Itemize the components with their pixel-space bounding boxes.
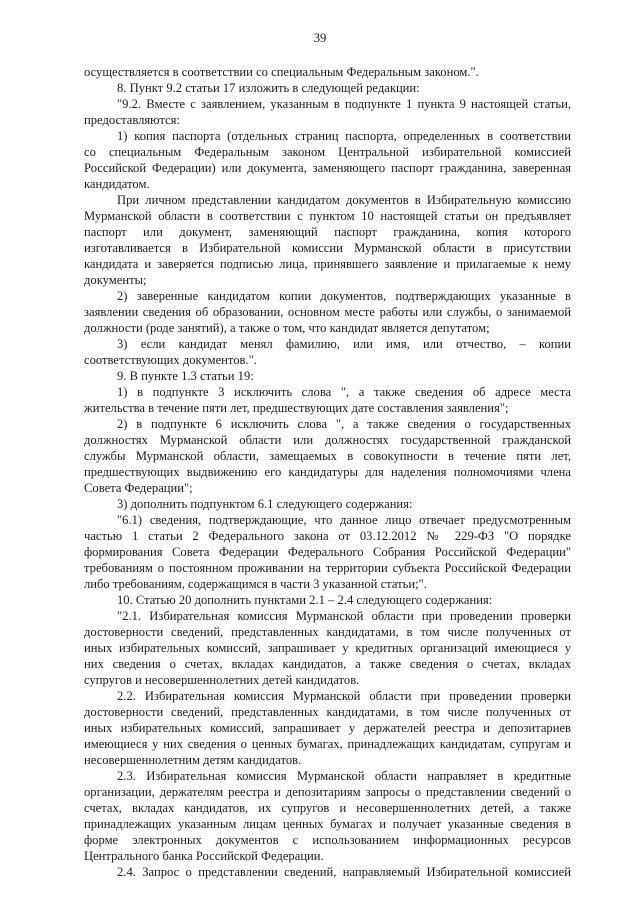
text-line: принадлежащих указанным лицам ценных бумагах и получает указанные сведения в	[84, 817, 571, 831]
text-line: документы;	[84, 273, 147, 287]
text-line: 10. Статью 20 дополнить пунктами 2.1 – 2.4 следующего содержания:	[117, 593, 493, 607]
text-line: Российской Федерации) или документа, заменяющего паспорт гражданина, заверенная	[84, 161, 571, 175]
text-line: изготавливается в Избирательной комиссии Мурманской области в присутствии	[84, 241, 571, 255]
text-line: жительства в течение пяти лет, предшествующих дате составления заявления";	[84, 401, 509, 415]
text-line: 2) в подпункте 6 исключить слова ", а также сведения о государственных	[117, 417, 571, 431]
text-line: либо требованиям, содержащимся в части 3 указанной статьи;".	[84, 577, 427, 591]
text-line: организации, держателям реестра и депозитариям запросы о представлении сведений о	[84, 785, 571, 799]
text-line: 8. Пункт 9.2 статьи 17 изложить в следующей редакции:	[117, 81, 420, 95]
text-line: иных избирательных комиссий, запрашивает у кредитных организаций имеющиеся у	[84, 641, 571, 655]
text-line: должностях Мурманской области или должностях государственной гражданской	[84, 433, 571, 447]
text-line: "6.1) сведения, подтверждающие, что данное лицо отвечает предусмотренным	[117, 513, 571, 527]
text-line: должности (роде занятий), а также о том, что кандидат является депутатом;	[84, 321, 490, 335]
text-line: кандидатом.	[84, 177, 150, 191]
text-line: заявлении сведения об образовании, основном месте работы или службы, о занимаемой	[84, 305, 571, 319]
text-line: 3) дополнить подпунктом 6.1 следующего содержания:	[117, 497, 413, 511]
text-line: соответствующих документов.".	[84, 353, 257, 367]
text-line: Центрального банка Российской Федерации.	[84, 849, 324, 863]
text-line: иных избирательных комиссий, запрашивает у держателей реестра и депозитариев	[84, 721, 571, 735]
text-line: службы Мурманской области, замещаемых в совокупности в течение пяти лет,	[84, 449, 571, 463]
text-line: них сведения о счетах, вкладах кандидатов, а также сведения о счетах, вкладах	[84, 657, 571, 671]
text-line: предоставляются:	[84, 113, 180, 127]
text-line: формирования Совета Федерации Федерального Собрания Российской Федерации"	[84, 545, 571, 559]
text-line: имеющиеся у них сведения о ценных бумагах, принадлежащих кандидатам, супругам и	[84, 737, 571, 751]
text-line: "9.2. Вместе с заявлением, указанным в подпункте 1 пункта 9 настоящей статьи,	[117, 97, 571, 111]
text-line: 1) в подпункте 3 исключить слова ", а также сведения об адресе места	[117, 385, 571, 399]
text-line: Мурманской области в соответствии с пунктом 10 настоящей статьи он предъявляет	[84, 209, 571, 223]
text-line: частью 1 статьи 2 Федерального закона от 03.12.2012 № 229-ФЗ "О порядке	[84, 529, 571, 543]
text-line: форме электронных документов с использованием информационных ресурсов	[84, 833, 571, 847]
text-line: 9. В пункте 1.3 статьи 19:	[117, 369, 254, 383]
text-line: 1) копия паспорта (отдельных страниц паспорта, определенных в соответствии	[117, 129, 571, 143]
text-line: требованиям о постоянном проживании на территории субъекта Российской Федерации	[84, 561, 571, 575]
text-line: супругов и несовершеннолетних детей кандидатов.	[84, 673, 360, 687]
text-line: достоверности сведений, представленных кандидатами, в том числе полученных от	[84, 625, 571, 639]
text-line: предшествующих выдвижению его кандидатуры для наделения полномочиями члена	[84, 465, 571, 479]
page-number: 39	[313, 31, 327, 45]
text-line: При личном представлении кандидатом документов в Избирательную комиссию	[117, 193, 571, 207]
text-line: кандидата и заверяется подписью лица, принявшего заявление и прилагаемые к нему	[84, 257, 571, 271]
text-line: 2) заверенные кандидатом копии документов, подтверждающих указанные в	[117, 289, 571, 303]
text-line: Совета Федерации";	[84, 481, 193, 495]
text-line: 2.2. Избирательная комиссия Мурманской области при проведении проверки	[117, 689, 571, 703]
text-line: 3) если кандидат менял фамилию, или имя, или отчество, – копии	[117, 337, 571, 351]
text-line: 2.4. Запрос о представлении сведений, направляемый Избирательной комиссией	[117, 865, 571, 879]
text-line: "2.1. Избирательная комиссия Мурманской области при проведении проверки	[117, 609, 571, 623]
text-line: счетах, вкладах кандидатов, их супругов и несовершеннолетних детей, а также	[84, 801, 571, 815]
text-line: паспорт или документ, заменяющий паспорт гражданина, копия которого	[84, 225, 571, 239]
text-line: со специальным Федеральным законом Центральной избирательной комиссией	[84, 145, 571, 159]
text-line: достоверности сведений, представленных кандидатами, в том числе полученных от	[84, 705, 571, 719]
text-line: 2.3. Избирательная комиссия Мурманской области направляет в кредитные	[117, 769, 571, 783]
text-line: осуществляется в соответствии со специальным Федеральным законом.".	[84, 65, 479, 79]
text-line: несовершеннолетним детям кандидатов.	[84, 753, 302, 767]
